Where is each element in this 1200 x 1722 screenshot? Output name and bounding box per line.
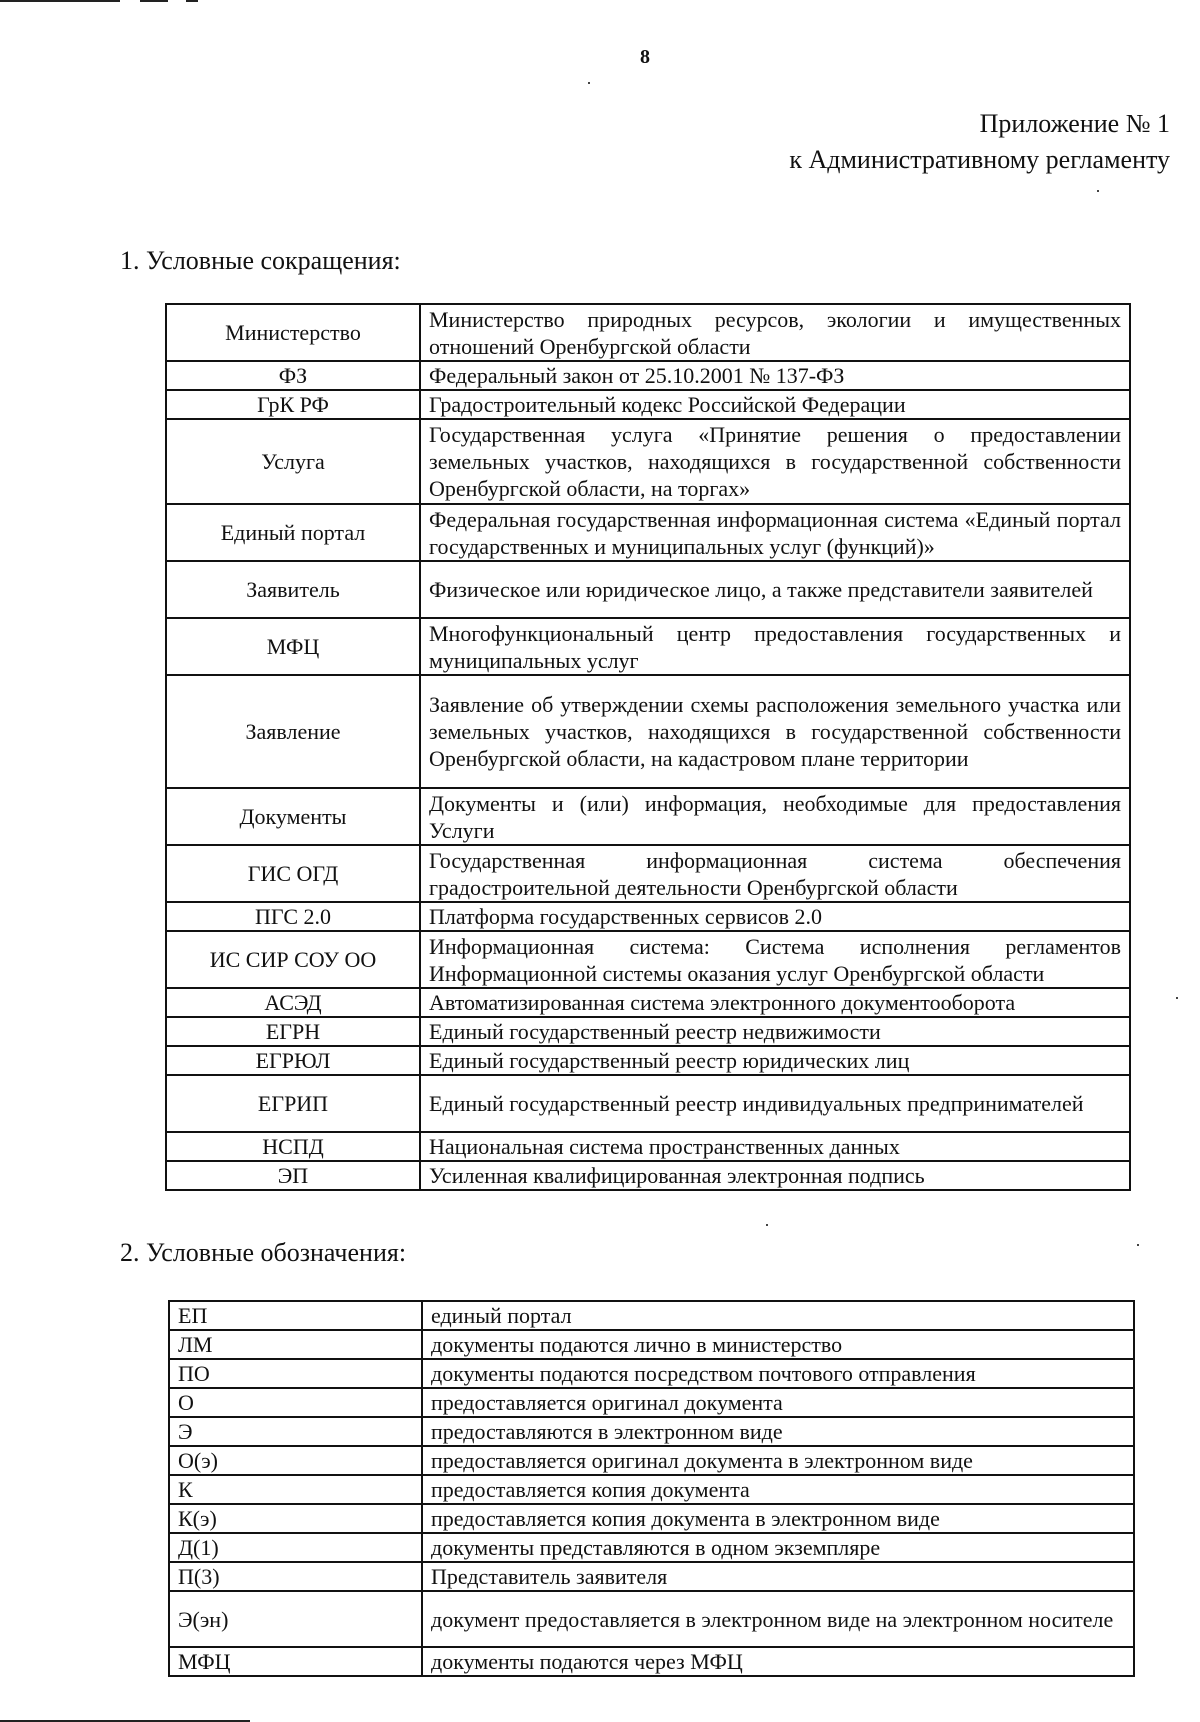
- symbol-cell: П(3): [169, 1562, 422, 1591]
- symbol-cell: Э(эн): [169, 1591, 422, 1647]
- definition-cell: Усиленная квалифицированная электронная подпись: [420, 1161, 1130, 1190]
- definition-cell: Заявление об утверждении схемы расположения земельного участка или земельных участков, находящихся в государственной собственности Оренбургской области, на кадастровом плане территории: [420, 675, 1130, 788]
- symbol-cell: ПО: [169, 1359, 422, 1388]
- definition-cell: Единый государственный реестр недвижимости: [420, 1017, 1130, 1046]
- symbol-cell: О(э): [169, 1446, 422, 1475]
- table-row: [169, 1417, 1134, 1446]
- scan-edge-line: [186, 0, 198, 2]
- meaning-cell: предоставляется оригинал документа: [422, 1388, 1134, 1417]
- table-row: [166, 1017, 1130, 1046]
- symbol-cell: МФЦ: [169, 1647, 422, 1676]
- abbreviation-cell: ИС СИР СОУ ОО: [166, 931, 420, 988]
- meaning-cell: предоставляется копия документа в электронном виде: [422, 1504, 1134, 1533]
- definition-cell: Многофункциональный центр предоставления государственных и муниципальных услуг: [420, 618, 1130, 675]
- definition-cell: Национальная система пространственных данных: [420, 1132, 1130, 1161]
- abbreviation-cell: Министерство: [166, 304, 420, 361]
- abbreviation-cell: Документы: [166, 788, 420, 845]
- abbreviation-cell: Заявитель: [166, 561, 420, 618]
- meaning-cell: Представитель заявителя: [422, 1562, 1134, 1591]
- scan-edge-line: [0, 0, 120, 2]
- section-2-title: 2. Условные обозначения:: [120, 1238, 407, 1267]
- symbol-cell: К: [169, 1475, 422, 1504]
- abbreviations-table: [165, 303, 1131, 1191]
- definition-cell: Физическое или юридическое лицо, а также представители заявителей: [420, 561, 1130, 618]
- table-row: [166, 504, 1130, 561]
- table-row: [166, 1046, 1130, 1075]
- table-row: [169, 1647, 1134, 1676]
- table-row: [166, 845, 1130, 902]
- table-row: [166, 561, 1130, 618]
- meaning-cell: документы подаются через МФЦ: [422, 1647, 1134, 1676]
- abbreviation-cell: ЕГРН: [166, 1017, 420, 1046]
- table-row: [166, 361, 1130, 390]
- table-row: [169, 1388, 1134, 1417]
- abbreviation-cell: ГрК РФ: [166, 390, 420, 419]
- meaning-cell: предоставляется копия документа: [422, 1475, 1134, 1504]
- table-row: [169, 1504, 1134, 1533]
- abbreviation-cell: ФЗ: [166, 361, 420, 390]
- table-row: [169, 1475, 1134, 1504]
- table-row: [169, 1359, 1134, 1388]
- table-row: [166, 1075, 1130, 1132]
- table-row: [166, 988, 1130, 1017]
- meaning-cell: предоставляются в электронном виде: [422, 1417, 1134, 1446]
- abbreviation-cell: ЕГРЮЛ: [166, 1046, 420, 1075]
- definition-cell: Федеральная государственная информационная система «Единый портал государственных и муниципальных услуг (функций)»: [420, 504, 1130, 561]
- table-row: [166, 1161, 1130, 1190]
- table-row: [169, 1562, 1134, 1591]
- appendix-line-2: к Административному регламенту: [789, 145, 1170, 174]
- abbreviation-cell: Услуга: [166, 419, 420, 504]
- scan-speck: [588, 82, 590, 84]
- meaning-cell: документы подаются лично в министерство: [422, 1330, 1134, 1359]
- symbol-cell: К(э): [169, 1504, 422, 1533]
- definition-cell: Информационная система: Система исполнения регламентов Информационной системы оказания услуг Оренбургской области: [420, 931, 1130, 988]
- definition-cell: Градостроительный кодекс Российской Федерации: [420, 390, 1130, 419]
- table-row: [166, 1132, 1130, 1161]
- table-row: [169, 1446, 1134, 1475]
- meaning-cell: документы представляются в одном экземпляре: [422, 1533, 1134, 1562]
- table-row: [166, 304, 1130, 361]
- table-row: [166, 788, 1130, 845]
- symbol-cell: О: [169, 1388, 422, 1417]
- table-row: [166, 902, 1130, 931]
- meaning-cell: единый портал: [422, 1301, 1134, 1330]
- abbreviation-cell: ЭП: [166, 1161, 420, 1190]
- definition-cell: Федеральный закон от 25.10.2001 № 137-ФЗ: [420, 361, 1130, 390]
- abbreviation-cell: ЕГРИП: [166, 1075, 420, 1132]
- definition-cell: Автоматизированная система электронного документооборота: [420, 988, 1130, 1017]
- abbreviation-cell: ГИС ОГД: [166, 845, 420, 902]
- symbol-cell: Э: [169, 1417, 422, 1446]
- abbreviation-cell: ПГС 2.0: [166, 902, 420, 931]
- abbreviation-cell: Заявление: [166, 675, 420, 788]
- symbol-cell: ЕП: [169, 1301, 422, 1330]
- symbol-cell: ЛМ: [169, 1330, 422, 1359]
- table-row: [166, 675, 1130, 788]
- definition-cell: Платформа государственных сервисов 2.0: [420, 902, 1130, 931]
- table-row: [166, 618, 1130, 675]
- scan-speck: [1137, 1244, 1139, 1246]
- definition-cell: Единый государственный реестр юридических лиц: [420, 1046, 1130, 1075]
- abbreviation-cell: Единый портал: [166, 504, 420, 561]
- definition-cell: Государственная информационная система обеспечения градостроительной деятельности Оренбургской области: [420, 845, 1130, 902]
- scan-edge-line: [140, 0, 168, 2]
- definition-cell: Единый государственный реестр индивидуальных предпринимателей: [420, 1075, 1130, 1132]
- table-row: [169, 1301, 1134, 1330]
- symbols-table: [168, 1300, 1135, 1677]
- appendix-line-1: Приложение № 1: [979, 109, 1170, 138]
- definition-cell: Документы и (или) информация, необходимые для предоставления Услуги: [420, 788, 1130, 845]
- abbreviation-cell: АСЭД: [166, 988, 420, 1017]
- appendix-header: [789, 106, 1170, 178]
- meaning-cell: документ предоставляется в электронном виде на электронном носителе: [422, 1591, 1134, 1647]
- symbol-cell: Д(1): [169, 1533, 422, 1562]
- abbreviation-cell: НСПД: [166, 1132, 420, 1161]
- section-1-title: 1. Условные сокращения:: [120, 246, 401, 275]
- table-row: [166, 931, 1130, 988]
- table-row: [166, 419, 1130, 504]
- definition-cell: Государственная услуга «Принятие решения о предоставлении земельных участков, находящихся в государственной собственности Оренбургской области, на торгах»: [420, 419, 1130, 504]
- abbreviation-cell: МФЦ: [166, 618, 420, 675]
- meaning-cell: предоставляется оригинал документа в электронном виде: [422, 1446, 1134, 1475]
- definition-cell: Министерство природных ресурсов, экологии и имущественных отношений Оренбургской области: [420, 304, 1130, 361]
- table-row: [166, 390, 1130, 419]
- table-row: [169, 1330, 1134, 1359]
- scan-speck: [1097, 190, 1099, 192]
- scan-speck: [766, 1224, 768, 1226]
- scan-speck: [1176, 997, 1178, 999]
- page-number: 8: [640, 46, 650, 68]
- meaning-cell: документы подаются посредством почтового отправления: [422, 1359, 1134, 1388]
- table-row: [169, 1591, 1134, 1647]
- table-row: [169, 1533, 1134, 1562]
